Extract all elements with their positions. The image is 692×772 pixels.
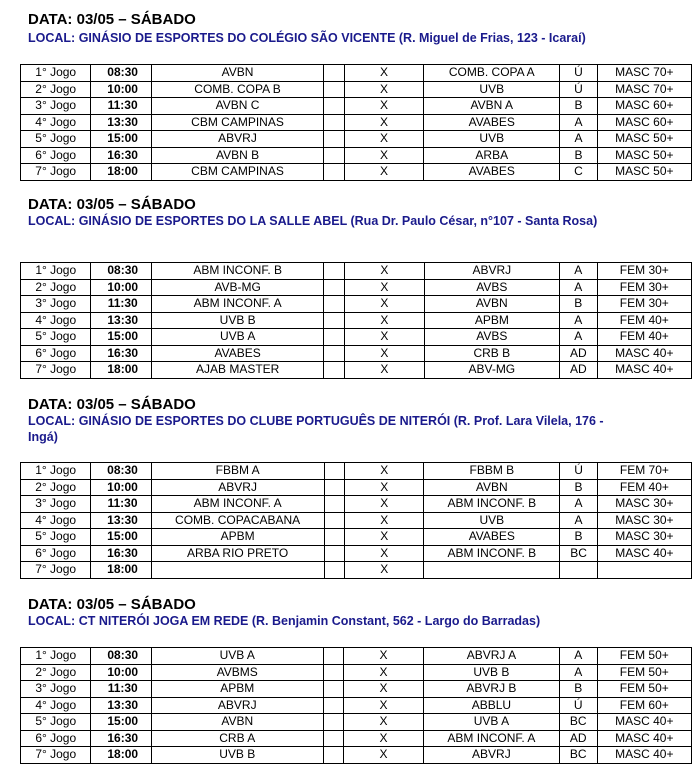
versus-cell: X [345,512,424,529]
away-team-cell: ABV-MG [424,362,559,379]
home-team-cell: AVBMS [151,664,323,681]
game-time-cell: 16:30 [91,345,152,362]
home-team-cell: AJAB MASTER [151,362,323,379]
group-cell: A [559,648,597,665]
game-number-cell: 3° Jogo [21,496,91,513]
home-team-cell: UVB A [151,329,323,346]
table-row [21,562,692,579]
group-cell: Ú [559,697,597,714]
spacer-cell [323,681,344,698]
versus-cell: X [344,648,424,665]
category-cell: FEM 40+ [597,312,691,329]
location-text: GINÁSIO DE ESPORTES DO CLUBE PORTUGUÊS DE NITERÓI (R. Prof. Lara Vilela, 176 - Ingá) [28,414,604,444]
game-number-cell: 7° Jogo [21,747,91,764]
spacer-cell [324,345,345,362]
game-time-cell: 13:30 [91,512,151,529]
home-team-cell: AVBN [151,714,323,731]
away-team-cell: ABM INCONF. B [424,545,560,562]
category-cell: FEM 40+ [597,479,691,496]
games-table [20,262,692,379]
home-team-cell: CBM CAMPINAS [151,114,323,131]
versus-cell: X [344,81,424,98]
home-team-cell: COMB. COPA B [151,81,323,98]
game-number-cell: 4° Jogo [21,512,91,529]
game-number-cell: 5° Jogo [21,131,91,148]
home-team-cell: CBM CAMPINAS [151,164,323,181]
group-cell: Ú [560,65,597,82]
home-team-cell: ABVRJ [151,479,324,496]
game-time-cell: 18:00 [91,747,152,764]
versus-cell: X [345,279,425,296]
category-cell: FEM 30+ [597,263,691,280]
table-row [21,147,692,164]
spacer-cell [324,529,345,546]
home-team-cell: UVB A [151,648,323,665]
away-team-cell: AVABES [424,114,560,131]
spacer-cell [323,747,344,764]
table-row [21,279,692,296]
section-location [28,213,618,229]
game-number-cell: 3° Jogo [21,681,91,698]
group-cell: Ú [560,81,597,98]
spacer-cell [323,714,344,731]
spacer-cell [324,98,345,115]
away-team-cell: AVBS [424,329,559,346]
versus-cell: X [345,312,425,329]
group-cell: A [560,496,598,513]
game-number-cell: 2° Jogo [21,479,91,496]
game-number-cell: 3° Jogo [21,98,91,115]
table-row [21,362,692,379]
category-cell: MASC 60+ [597,114,691,131]
game-number-cell: 2° Jogo [21,664,91,681]
spacer-cell [323,664,344,681]
game-time-cell: 15:00 [91,714,152,731]
game-time-cell: 11:30 [91,296,152,313]
away-team-cell: APBM [424,312,559,329]
away-team-cell: ABM INCONF. A [423,730,559,747]
game-time-cell: 08:30 [91,463,151,480]
location-label: LOCAL: [28,31,76,45]
table-row [21,529,692,546]
spacer-cell [324,479,345,496]
table-row [21,164,692,181]
table-row [21,463,692,480]
table-row [21,296,692,313]
table-row [21,714,692,731]
home-team-cell: ABVRJ [151,131,323,148]
game-time-cell: 10:00 [91,479,151,496]
table-row [21,329,692,346]
away-team-cell: AVBN [424,296,559,313]
table-row [21,479,692,496]
game-time-cell: 13:30 [91,114,151,131]
spacer-cell [324,312,345,329]
category-cell: MASC 30+ [597,529,691,546]
location-label: LOCAL: [28,214,76,228]
spacer-cell [324,263,345,280]
table-row [21,747,692,764]
away-team-cell: ABVRJ A [423,648,559,665]
away-team-cell: COMB. COPA A [424,65,560,82]
home-team-cell: AVBN [151,65,323,82]
location-text: CT NITERÓI JOGA EM REDE (R. Benjamin Constant, 562 - Largo do Barradas) [78,614,541,628]
versus-cell: X [345,296,425,313]
home-team-cell: ABM INCONF. A [151,296,323,313]
group-cell: A [560,131,597,148]
away-team-cell: CRB B [424,345,559,362]
versus-cell: X [344,114,424,131]
home-team-cell: ARBA RIO PRETO [151,545,324,562]
games-table [20,462,692,579]
away-team-cell: ABVRJ [424,263,559,280]
versus-cell: X [344,164,424,181]
versus-cell: X [344,664,424,681]
table-row [21,545,692,562]
game-number-cell: 4° Jogo [21,697,91,714]
category-cell: MASC 60+ [597,98,691,115]
category-cell: FEM 30+ [597,279,691,296]
group-cell: A [559,664,597,681]
table-row [21,312,692,329]
home-team-cell: ABM INCONF. B [151,263,323,280]
category-cell: MASC 70+ [597,81,691,98]
away-team-cell: ABM INCONF. B [424,496,560,513]
home-team-cell: UVB B [151,747,323,764]
home-team-cell: AVB-MG [151,279,323,296]
group-cell: BC [560,545,598,562]
section-date: DATA: 03/05 – SÁBADO [28,396,196,413]
home-team-cell: AVABES [151,345,323,362]
category-cell: MASC 40+ [597,362,691,379]
game-time-cell: 08:30 [91,263,152,280]
group-cell: A [559,279,597,296]
spacer-cell [324,496,345,513]
category-cell: MASC 70+ [597,65,691,82]
home-team-cell: APBM [151,681,323,698]
section-date: DATA: 03/05 – SÁBADO [28,196,196,213]
section-date: DATA: 03/05 – SÁBADO [28,11,196,28]
versus-cell: X [344,681,424,698]
spacer-cell [323,730,344,747]
game-time-cell: 08:30 [91,648,152,665]
versus-cell: X [344,98,424,115]
away-team-cell: ARBA [424,147,560,164]
spacer-cell [324,65,345,82]
away-team-cell: UVB A [423,714,559,731]
group-cell: A [559,312,597,329]
versus-cell: X [345,529,424,546]
away-team-cell: AVABES [424,164,560,181]
table-row [21,65,692,82]
category-cell: MASC 50+ [597,131,691,148]
group-cell: Ú [560,463,598,480]
versus-cell: X [344,730,424,747]
group-cell: A [559,263,597,280]
category-cell: FEM 30+ [597,296,691,313]
spacer-cell [324,147,345,164]
spacer-cell [324,296,345,313]
spacer-cell [323,697,344,714]
home-team-cell: AVBN C [151,98,323,115]
home-team-cell: ABM INCONF. A [151,496,324,513]
home-team-cell: ABVRJ [151,697,323,714]
versus-cell: X [345,263,425,280]
versus-cell: X [345,463,424,480]
away-team-cell: UVB [424,512,560,529]
versus-cell: X [345,496,424,513]
group-cell: B [560,529,598,546]
away-team-cell: ABVRJ B [423,681,559,698]
game-time-cell: 15:00 [91,131,151,148]
spacer-cell [324,279,345,296]
away-team-cell: ABVRJ [423,747,559,764]
section-date: DATA: 03/05 – SÁBADO [28,596,196,613]
spacer-cell [324,114,345,131]
spacer-cell [324,81,345,98]
category-cell: MASC 40+ [597,545,691,562]
game-time-cell: 10:00 [91,81,151,98]
home-team-cell: FBBM A [151,463,324,480]
away-team-cell: AVBS [424,279,559,296]
versus-cell: X [344,697,424,714]
group-cell [560,562,598,579]
category-cell: MASC 40+ [597,714,691,731]
game-time-cell: 13:30 [91,697,152,714]
versus-cell: X [345,362,425,379]
game-time-cell: 15:00 [91,329,152,346]
table-row [21,730,692,747]
game-number-cell: 6° Jogo [21,147,91,164]
home-team-cell: AVBN B [151,147,323,164]
spacer-cell [324,512,345,529]
location-text: GINÁSIO DE ESPORTES DO LA SALLE ABEL (Rua Dr. Paulo César, n°107 - Santa Rosa) [78,214,598,228]
spacer-cell [324,545,345,562]
spacer-cell [324,463,345,480]
game-number-cell: 4° Jogo [21,312,91,329]
table-row [21,263,692,280]
group-cell: A [559,329,597,346]
game-number-cell: 6° Jogo [21,345,91,362]
game-time-cell: 15:00 [91,529,151,546]
game-number-cell: 7° Jogo [21,164,91,181]
table-row [21,664,692,681]
game-number-cell: 2° Jogo [21,279,91,296]
versus-cell: X [345,479,424,496]
versus-cell: X [345,345,425,362]
home-team-cell: CRB A [151,730,323,747]
category-cell: FEM 50+ [597,648,691,665]
game-number-cell: 7° Jogo [21,562,91,579]
game-number-cell: 1° Jogo [21,463,91,480]
game-time-cell: 16:30 [91,147,151,164]
games-table [20,647,692,764]
spacer-cell [324,562,345,579]
game-time-cell: 11:30 [91,681,152,698]
table-row [21,496,692,513]
category-cell: MASC 50+ [597,164,691,181]
away-team-cell [424,562,560,579]
group-cell: B [559,296,597,313]
section-location [28,613,628,629]
table-row [21,697,692,714]
table-row [21,114,692,131]
versus-cell: X [345,545,424,562]
group-cell: B [560,147,597,164]
table-row [21,81,692,98]
game-number-cell: 4° Jogo [21,114,91,131]
group-cell: BC [559,747,597,764]
table-row [21,98,692,115]
location-label: LOCAL: [28,414,76,428]
group-cell: AD [559,730,597,747]
game-time-cell: 10:00 [91,279,152,296]
table-row [21,131,692,148]
game-number-cell: 1° Jogo [21,65,91,82]
game-number-cell: 5° Jogo [21,714,91,731]
game-time-cell: 16:30 [91,730,152,747]
spacer-cell [324,329,345,346]
table-row [21,512,692,529]
category-cell: FEM 70+ [597,463,691,480]
group-cell: A [560,114,597,131]
location-text: GINÁSIO DE ESPORTES DO COLÉGIO SÃO VICENTE (R. Miguel de Frias, 123 - Icaraí) [78,31,586,45]
category-cell: FEM 50+ [597,664,691,681]
home-team-cell: COMB. COPACABANA [151,512,324,529]
group-cell: AD [559,345,597,362]
table-row [21,648,692,665]
category-cell: MASC 30+ [597,496,691,513]
category-cell [597,562,691,579]
section-location [28,30,628,46]
game-number-cell: 2° Jogo [21,81,91,98]
game-time-cell: 10:00 [91,664,152,681]
home-team-cell: APBM [151,529,324,546]
game-time-cell: 16:30 [91,545,151,562]
spacer-cell [324,164,345,181]
category-cell: FEM 50+ [597,681,691,698]
category-cell: MASC 40+ [597,747,691,764]
away-team-cell: UVB [424,131,560,148]
away-team-cell: ABBLU [423,697,559,714]
game-number-cell: 5° Jogo [21,529,91,546]
group-cell: B [560,479,598,496]
game-time-cell: 18:00 [91,362,152,379]
home-team-cell [151,562,324,579]
table-row [21,681,692,698]
away-team-cell: UVB B [423,664,559,681]
game-time-cell: 13:30 [91,312,152,329]
category-cell: FEM 60+ [597,697,691,714]
game-time-cell: 11:30 [91,496,151,513]
group-cell: B [560,98,597,115]
away-team-cell: AVABES [424,529,560,546]
away-team-cell: FBBM B [424,463,560,480]
category-cell: MASC 40+ [597,730,691,747]
game-time-cell: 11:30 [91,98,151,115]
game-time-cell: 18:00 [91,562,151,579]
game-number-cell: 7° Jogo [21,362,91,379]
versus-cell: X [345,562,424,579]
games-table [20,64,692,181]
game-number-cell: 6° Jogo [21,730,91,747]
game-time-cell: 08:30 [91,65,151,82]
game-number-cell: 5° Jogo [21,329,91,346]
game-number-cell: 1° Jogo [21,263,91,280]
location-label: LOCAL: [28,614,76,628]
group-cell: C [560,164,597,181]
home-team-cell: UVB B [151,312,323,329]
category-cell: MASC 30+ [597,512,691,529]
spacer-cell [324,362,345,379]
versus-cell: X [344,131,424,148]
section-location [28,413,618,445]
versus-cell: X [344,714,424,731]
spacer-cell [323,648,344,665]
table-row [21,345,692,362]
group-cell: AD [559,362,597,379]
category-cell: MASC 50+ [597,147,691,164]
away-team-cell: UVB [424,81,560,98]
category-cell: FEM 40+ [597,329,691,346]
game-number-cell: 6° Jogo [21,545,91,562]
category-cell: MASC 40+ [597,345,691,362]
away-team-cell: AVBN [424,479,560,496]
spacer-cell [324,131,345,148]
game-number-cell: 1° Jogo [21,648,91,665]
game-number-cell: 3° Jogo [21,296,91,313]
group-cell: B [559,681,597,698]
versus-cell: X [345,329,425,346]
group-cell: A [560,512,598,529]
versus-cell: X [344,747,424,764]
versus-cell: X [344,147,424,164]
away-team-cell: AVBN A [424,98,560,115]
versus-cell: X [344,65,424,82]
group-cell: BC [559,714,597,731]
game-time-cell: 18:00 [91,164,151,181]
